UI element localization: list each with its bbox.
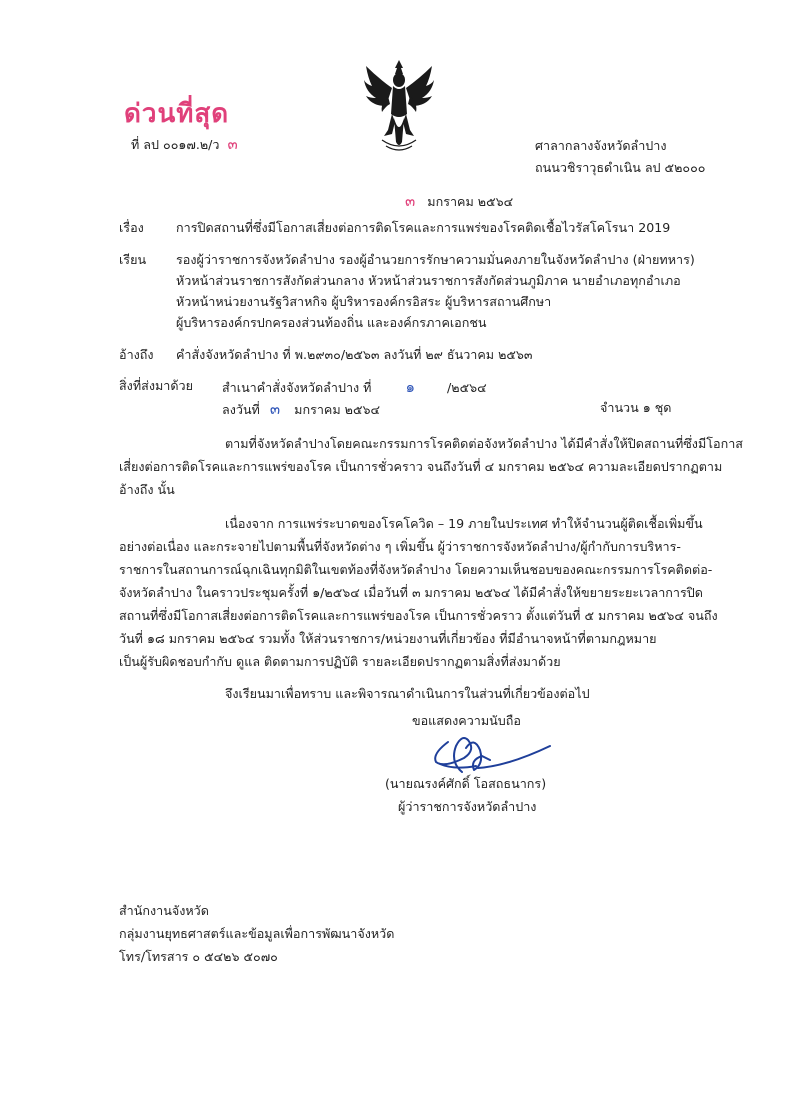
enclosure-date <box>222 400 380 418</box>
footer-division: กลุ่มงานยุทธศาสตร์และข้อมูลเพื่อการพัฒนาจังหวัด <box>119 926 395 941</box>
paragraph-line: จังหวัดลำปาง ในคราวประชุมครั้งที่ ๑/๒๕๖๔ เมื่อวันที่ ๓ มกราคม ๒๕๖๔ ได้มีคำสั่งให้ขยายระยะเวลาการปิด <box>119 585 703 600</box>
document-date <box>405 192 513 210</box>
enclosure-date-label: ลงวันที่ <box>222 402 260 417</box>
document-number <box>131 135 238 153</box>
paragraph-line: อย่างต่อเนื่อง และกระจายไปตามพื้นที่จังหวัดต่าง ๆ เพิ่มขึ้น ผู้ว่าราชการจังหวัดลำปาง/ผู้กำกับการบริหาร- <box>119 539 681 554</box>
paragraph-line: เป็นผู้รับผิดชอบกำกับ ดูแล ติดตามการปฏิบัติ รายละเอียดปรากฏตามสิ่งที่ส่งมาด้วย <box>119 654 561 669</box>
document-number-handwritten: ๓ <box>227 135 238 153</box>
paragraph-line: ตามที่จังหวัดลำปางโดยคณะกรรมการโรคติดต่อจังหวัดลำปาง ได้มีคำสั่งให้ปิดสถานที่ซึ่งมีโอกาส <box>225 436 743 451</box>
salutation: ขอแสดงความนับถือ <box>412 713 521 728</box>
enclosure-text <box>222 378 487 396</box>
enclosure-quantity: จำนวน ๑ ชุด <box>600 400 672 415</box>
recipient-line: หัวหน้าหน่วยงานรัฐวิสาหกิจ ผู้บริหารองค์กรอิสระ ผู้บริหารสถานศึกษา <box>176 294 552 309</box>
reference-text: คำสั่งจังหวัดลำปาง ที่ พ.๒๙๓๐/๒๕๖๓ ลงวันที่ ๒๙ ธันวาคม ๒๕๖๓ <box>176 347 533 362</box>
paragraph-line: เสี่ยงต่อการติดโรคและการแพร่ของโรค เป็นการชั่วคราว จนถึงวันที่ ๔ มกราคม ๒๕๖๔ ความละเอียดปรากฏตาม <box>119 459 723 474</box>
garuda-emblem <box>362 56 436 154</box>
enclosure-date-handwritten: ๓ <box>269 400 281 418</box>
recipient-line: หัวหน้าส่วนราชการสังกัดส่วนกลาง หัวหน้าส่วนราชการสังกัดส่วนภูมิภาค นายอำเภอทุกอำเภอ <box>176 273 681 288</box>
footer-phone: โทร/โทรสาร ๐ ๕๔๒๖ ๕๐๗๐ <box>119 949 278 964</box>
paragraph-line: ราชการในสถานการณ์ฉุกเฉินทุกมิติในเขตท้องที่จังหวัดลำปาง โดยความเห็นชอบของคณะกรรมการโรคติดต่อ- <box>119 562 713 577</box>
subject-text: การปิดสถานที่ซึ่งมีโอกาสเสี่ยงต่อการติดโรคและการแพร่ของโรคติดเชื้อไวรัสโคโรนา 2019 <box>176 220 671 235</box>
date-day-handwritten: ๓ <box>405 192 416 210</box>
office-address-line2: ถนนวชิราวุธดำเนิน ลป ๕๒๐๐๐ <box>535 160 706 175</box>
footer-office: สำนักงานจังหวัด <box>119 903 209 918</box>
enclosure-title: สำเนาคำสั่งจังหวัดลำปาง ที่ <box>222 380 372 395</box>
signer-title: ผู้ว่าราชการจังหวัดลำปาง <box>398 799 537 814</box>
document-number-prefix: ที่ ลป ๐๐๑๗.๒/ว <box>131 137 220 152</box>
date-month-year: มกราคม ๒๕๖๔ <box>427 194 514 209</box>
closing-request: จึงเรียนมาเพื่อทราบ และพิจารณาดำเนินการในส่วนที่เกี่ยวข้องต่อไป <box>225 686 590 701</box>
enclosure-year: /๒๕๖๔ <box>447 380 487 395</box>
recipient-line: รองผู้ว่าราชการจังหวัดลำปาง รองผู้อำนวยการรักษาความมั่นคงภายในจังหวัดลำปาง (ฝ่ายทหาร) <box>176 252 695 267</box>
paragraph-line: วันที่ ๑๘ มกราคม ๒๕๖๔ รวมทั้ง ให้ส่วนราชการ/หน่วยงานที่เกี่ยวข้อง ที่มีอำนาจหน้าที่ตามกฎหมาย <box>119 631 657 646</box>
paragraph-line: เนื่องจาก การแพร่ระบาดของโรคโควิด – 19 ภายในประเทศ ทำให้จำนวนผู้ติดเชื้อเพิ่มขึ้น <box>225 516 703 531</box>
enclosure-label: สิ่งที่ส่งมาด้วย <box>119 378 193 393</box>
signer-name: (นายณรงค์ศักดิ์ โอสถธนากร) <box>385 776 547 791</box>
office-address-line1: ศาลากลางจังหวัดลำปาง <box>535 138 667 153</box>
enclosure-date-rest: มกราคม ๒๕๖๔ <box>294 402 381 417</box>
recipient-line: ผู้บริหารองค์กรปกครองส่วนท้องถิ่น และองค์กรภาคเอกชน <box>176 315 487 330</box>
paragraph-line: อ้างถึง นั้น <box>119 482 175 497</box>
subject-label: เรื่อง <box>119 220 144 235</box>
enclosure-number-handwritten: ๑ <box>405 378 416 396</box>
paragraph-line: สถานที่ซึ่งมีโอกาสเสี่ยงต่อการติดโรคและการแพร่ของโรค เป็นการชั่วคราว ตั้งแต่วันที่ ๕ มกราคม ๒๕๖๔ จนถึง <box>119 608 718 623</box>
recipient-label: เรียน <box>119 252 147 267</box>
urgency-stamp: ด่วนที่สุด <box>124 99 230 129</box>
reference-label: อ้างถึง <box>119 347 154 362</box>
